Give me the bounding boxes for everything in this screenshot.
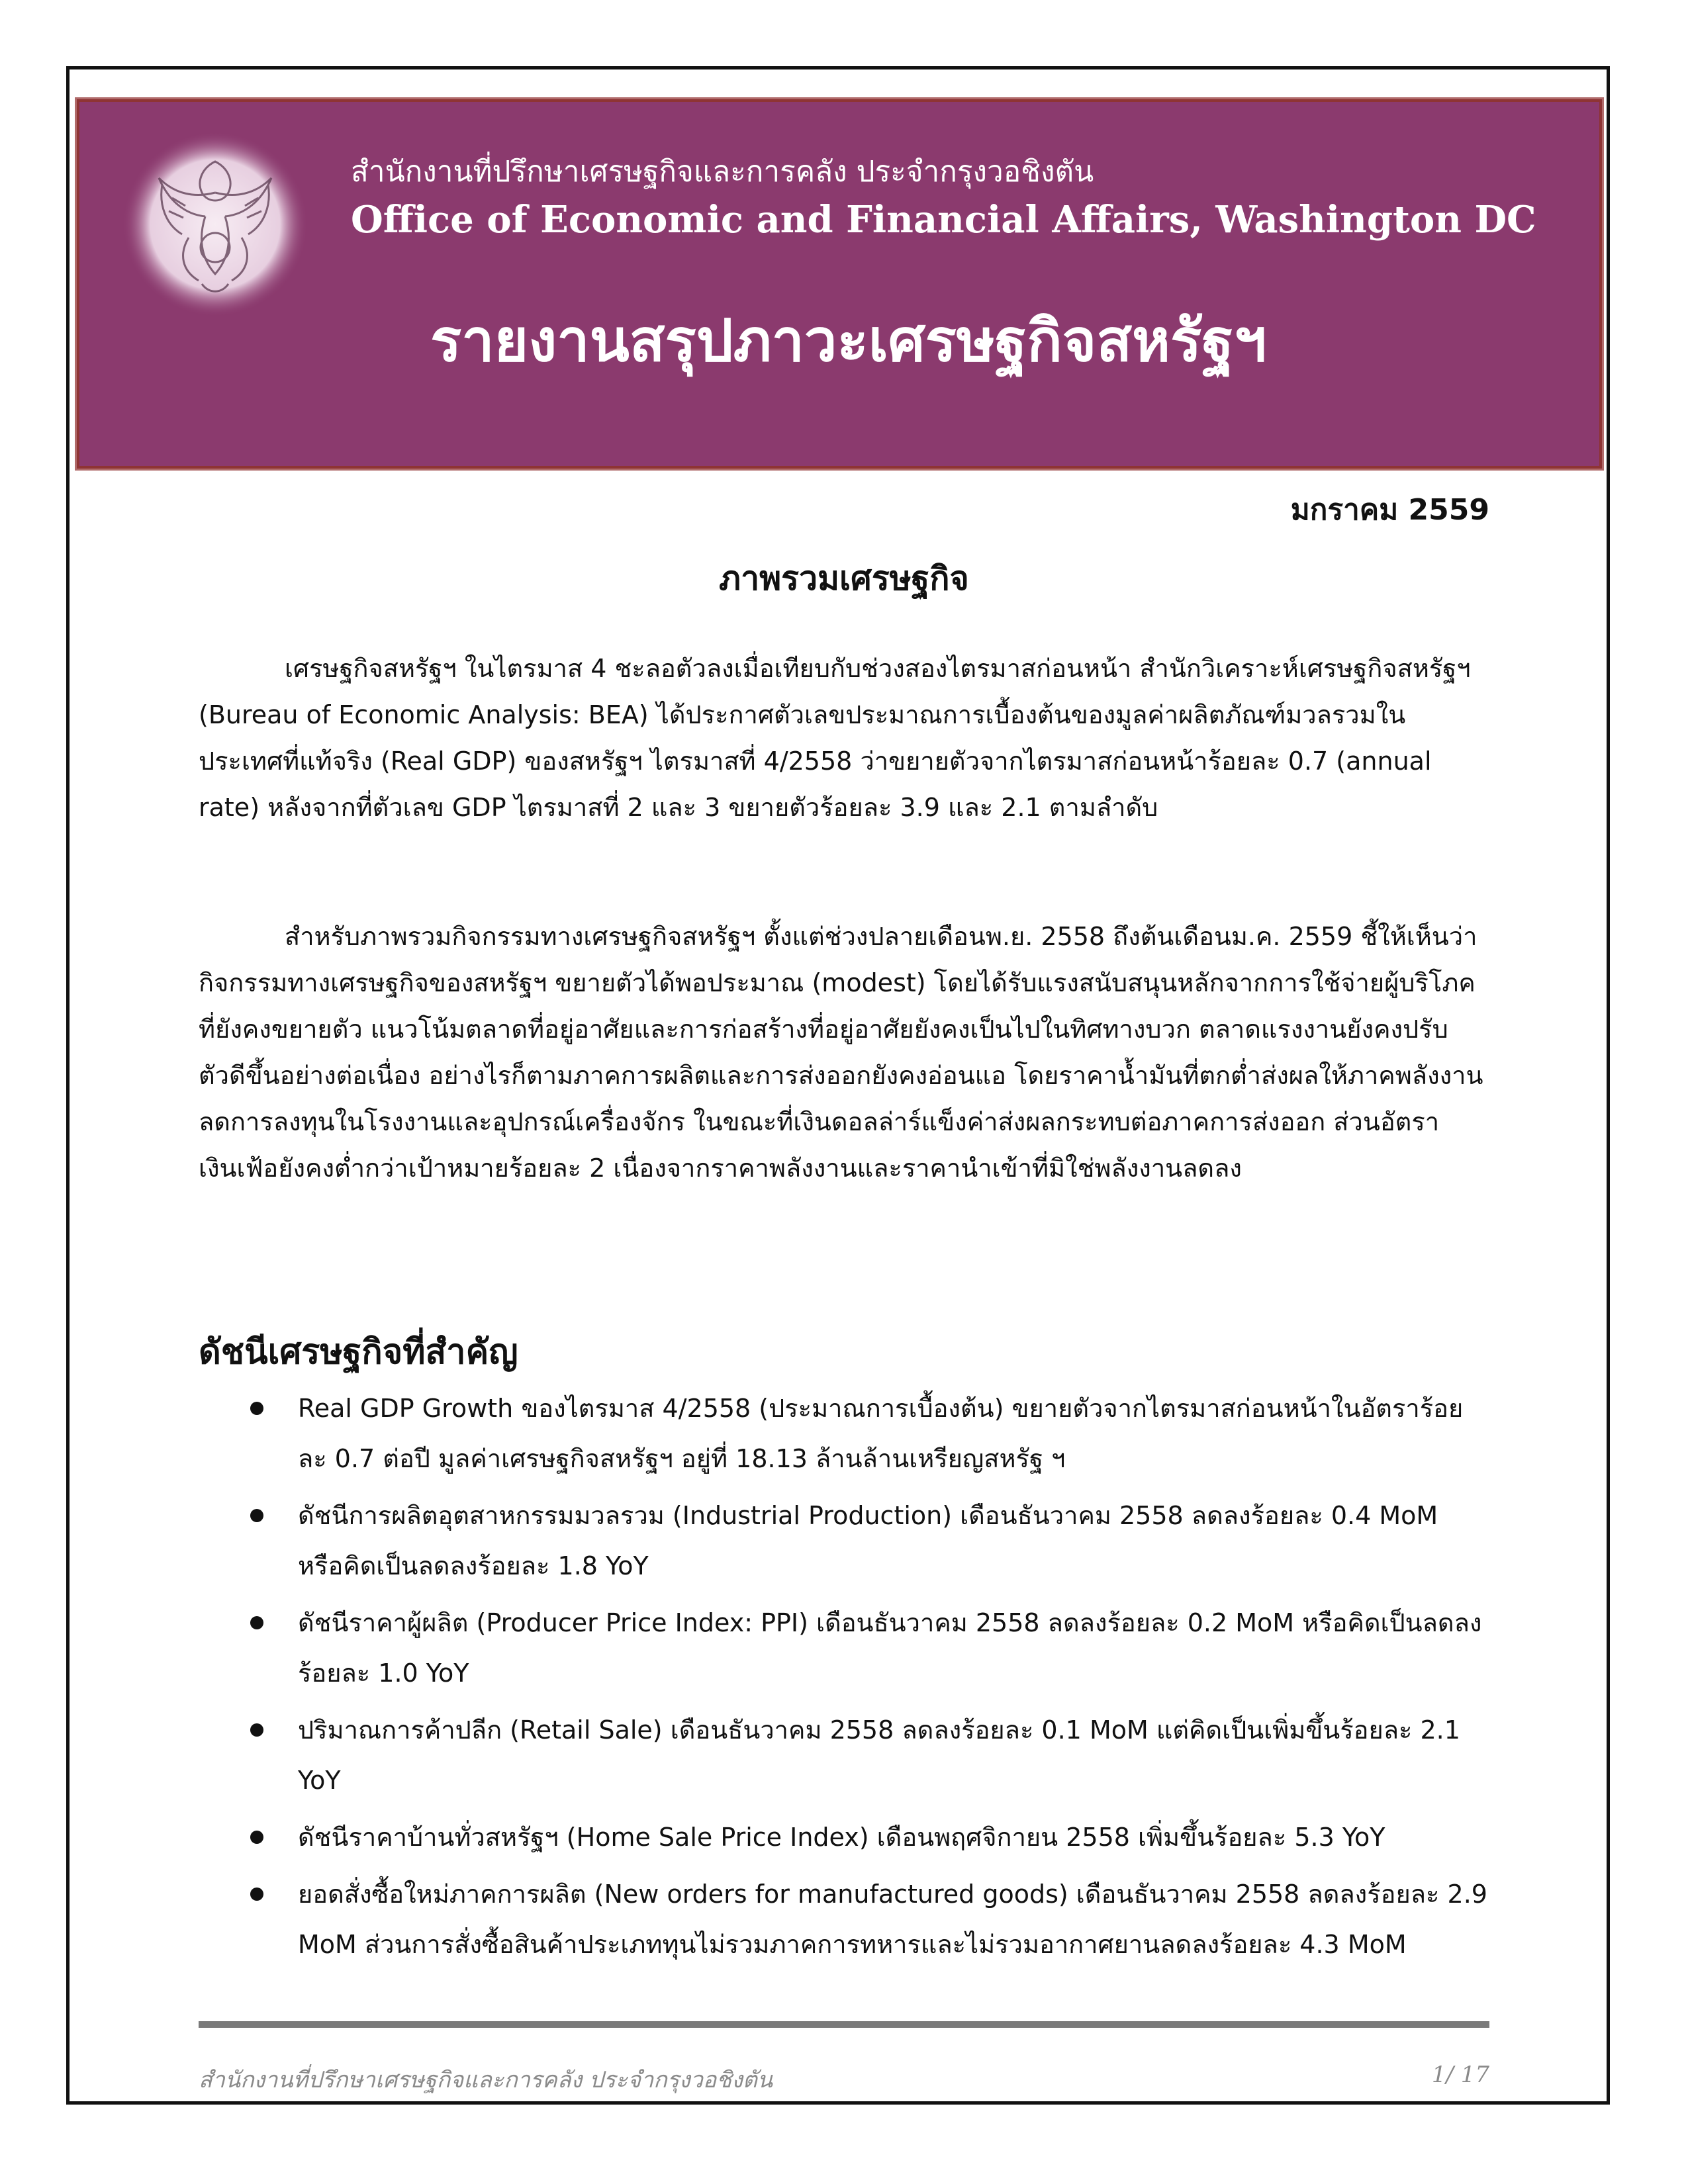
bullet-icon	[250, 1402, 263, 1415]
indicators-list	[199, 1383, 1489, 1976]
bullet-icon	[250, 1831, 263, 1844]
indicator-item	[199, 1869, 1489, 1970]
indicator-text: ดัชนีราคาผู้ผลิต (Producer Price Index: PPI) เดือนธันวาคม 2558 ลดลงร้อยละ 0.2 MoM หรือคิดเป็นลดลงร้อยละ 1.0 YoY	[298, 1608, 1482, 1688]
section-heading: ภาพรวมเศรษฐกิจ	[719, 559, 969, 598]
header-banner	[77, 99, 1602, 469]
indicator-text: ดัชนีราคาบ้านทั่วสหรัฐฯ (Home Sale Price Index) เดือนพฤศจิกายน 2558 เพิ่มขึ้นร้อยละ 5.3 YoY	[298, 1823, 1385, 1852]
bullet-icon	[250, 1723, 263, 1737]
banner-title: รายงานสรุปภาวะเศรษฐกิจสหรัฐฯ	[430, 306, 1267, 375]
page-number: 1/ 17	[1431, 2062, 1489, 2088]
bullet-icon	[250, 1509, 263, 1522]
indicator-text: ดัชนีการผลิตอุตสาหกรรมมวลรวม (Industrial Production) เดือนธันวาคม 2558 ลดลงร้อยละ 0.4 MoM หรือคิดเป็นลดลงร้อยละ 1.8 YoY	[298, 1501, 1438, 1580]
bullet-icon	[250, 1888, 263, 1901]
indicator-item	[199, 1490, 1489, 1591]
report-date: มกราคม 2559	[1290, 493, 1489, 527]
indicator-text: ยอดสั่งซื้อใหม่ภาคการผลิต (New orders for manufactured goods) เดือนธันวาคม 2558 ลดลงร้อยละ 2.9 MoM ส่วนการสั่งซื้อสินค้าประเภททุนไม่รวมภาคการทหารและไม่รวมอากาศยานลดลงร้อยละ 4.3 MoM	[298, 1880, 1487, 1959]
overview-paragraph-1: เศรษฐกิจสหรัฐฯ ในไตรมาส 4 ชะลอตัวลงเมื่อเทียบกับช่วงสองไตรมาสก่อนหน้า สำนักวิเคราะห์เศรษฐกิจสหรัฐฯ (Bureau of Economic Analysis: BEA) ได้ประกาศตัวเลขประมาณการเบื้องต้นของมูลค่าผลิตภัณฑ์มวลรวมในประเทศที่แท้จริง (Real GDP) ของสหรัฐฯ ไตรมาสที่ 4/2558 ว่าขยายตัวจากไตรมาสก่อนหน้าร้อยละ 0.7 (annual rate) หลังจากที่ตัวเลข GDP ไตรมาสที่ 2 และ 3 ขยายตัวร้อยละ 3.9 และ 2.1 ตามลำดับ	[199, 654, 1471, 822]
footer-office: สำนักงานที่ปรึกษาเศรษฐกิจและการคลัง ประจำกรุงวอชิงตัน	[199, 2067, 773, 2093]
indicators-heading: ดัชนีเศรษฐกิจที่สำคัญ	[199, 1332, 518, 1372]
banner-thai-office: สำนักงานที่ปรึกษาเศรษฐกิจและการคลัง ประจำกรุงวอชิงตัน	[351, 155, 1094, 189]
overview-paragraph-2: สำหรับภาพรวมกิจกรรมทางเศรษฐกิจสหรัฐฯ ตั้งแต่ช่วงปลายเดือนพ.ย. 2558 ถึงต้นเดือนม.ค. 2559 ชี้ให้เห็นว่ากิจกรรมทางเศรษฐกิจของสหรัฐฯ ขยายตัวได้พอประมาณ (modest) โดยได้รับแรงสนับสนุนหลักจากการใช้จ่ายผู้บริโภคที่ยังคงขยายตัว แนวโน้มตลาดที่อยู่อาศัยและการก่อสร้างที่อยู่อาศัยยังคงเป็นไปในทิศทางบวก ตลาดแรงงานยังคงปรับตัวดีขึ้นอย่างต่อเนื่อง อย่างไรก็ตามภาคการผลิตและการส่งออกยังคงอ่อนแอ โดยราคาน้ำมันที่ตกต่ำส่งผลให้ภาคพลังงานลดการลงทุนในโรงงานและอุปกรณ์เครื่องจักร ในขณะที่เงินดอลล่าร์แข็งค่าส่งผลกระทบต่อภาคการส่งออก ส่วนอัตราเงินเฟ้อยังคงต่ำกว่าเป้าหมายร้อยละ 2 เนื่องจากราคาพลังงานและราคานำเข้าที่มิใช่พลังงานลดลง	[199, 922, 1483, 1183]
banner-english-office: Office of Economic and Financial Affairs, Washington DC	[351, 198, 1536, 242]
indicator-item	[199, 1383, 1489, 1484]
indicator-text: Real GDP Growth ของไตรมาส 4/2558 (ประมาณการเบื้องต้น) ขยายตัวจากไตรมาสก่อนหน้าในอัตราร้อยละ 0.7 ต่อปี มูลค่าเศรษฐกิจสหรัฐฯ อยู่ที่ 18.13 ล้านล้านเหรียญสหรัฐ ฯ	[298, 1394, 1464, 1473]
indicator-item	[199, 1812, 1489, 1862]
indicator-text: ปริมาณการค้าปลีก (Retail Sale) เดือนธันวาคม 2558 ลดลงร้อยละ 0.1 MoM แต่คิดเป็นเพิ่มขึ้นร้อยละ 2.1 YoY	[298, 1715, 1460, 1795]
footer-divider	[199, 2021, 1489, 2028]
indicator-item	[199, 1705, 1489, 1805]
garuda-seal-icon	[122, 132, 308, 317]
indicator-item	[199, 1598, 1489, 1698]
bullet-icon	[250, 1616, 263, 1629]
